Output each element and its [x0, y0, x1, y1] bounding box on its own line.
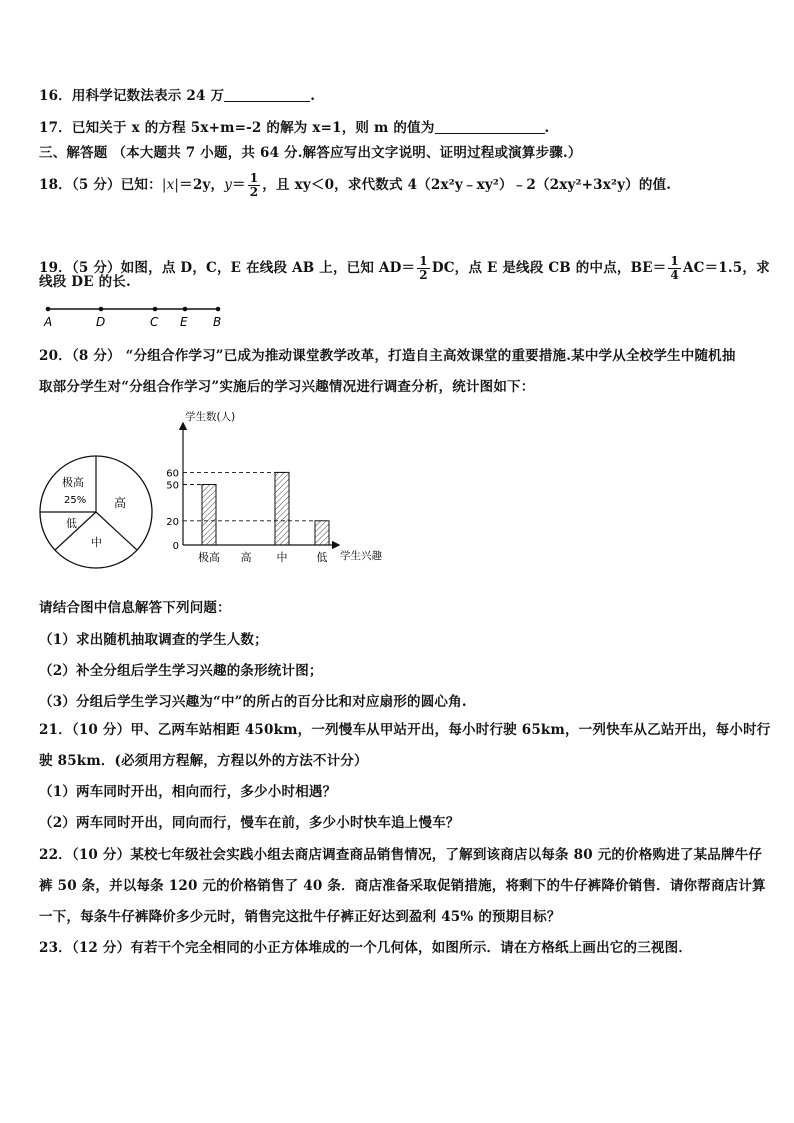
y-axis-label: 学生数(人): [185, 411, 236, 423]
pie-divider-mid: [96, 512, 137, 550]
question-21-sub1: （1）两车同时开出，相向而行，多少小时相遇？: [39, 784, 337, 800]
question-20: 20．（8 分） “分组合作学习”已成为推动课堂教学改革，打造自主高效课堂的重要措施.某中学从全校学生中随机抽: [39, 348, 736, 364]
x-axis-label: 学生兴趣: [340, 550, 382, 562]
label-b: B: [213, 315, 222, 329]
label-c: C: [150, 315, 159, 329]
pie-label-very-high-percent: 25%: [64, 495, 87, 506]
question-20-line2: 取部分学生对“分组合作学习”实施后的学习兴趣情况进行调查分析，统计图如下：: [39, 379, 535, 395]
bar: [202, 485, 216, 546]
y-tick-label: 0: [172, 541, 179, 552]
y-tick-label: 20: [166, 516, 179, 528]
pie-chart: [38, 455, 158, 575]
question-20-sub1: （1）求出随机抽取调查的学生人数；: [39, 632, 268, 648]
bar-chart: [160, 404, 400, 576]
pie-label-low: 低: [66, 517, 77, 530]
x-category-label: 极高: [198, 551, 220, 564]
question-20-sub2: （2）补全分组后学生学习兴趣的条形统计图；: [39, 663, 323, 679]
question-17: 17．已知关于 x 的方程 5x+m=-2 的解为 x=1，则 m 的值为 .: [39, 120, 550, 136]
answer-blank-17[interactable]: [435, 119, 545, 134]
question-21: 21．（10 分）甲、乙两车站相距 450km，一列慢车从甲站开出，每小时行驶 65km，一列快车从乙站开出，每小时行: [39, 722, 771, 738]
section-3-heading: 三、解答题 （本大题共 7 小题，共 64 分.解答应写出文字说明、证明过程或演算步骤.）: [39, 145, 582, 161]
fraction-one-half: $\frac{1}{2}$: [249, 171, 259, 199]
label-d: D: [96, 315, 106, 329]
question-20-sub3: （3）分组后学生学习兴趣为“中”的所占的百分比和对应扇形的圆心角.: [39, 694, 467, 710]
label-e: E: [180, 315, 188, 329]
x-category-label: 中: [276, 551, 288, 564]
bar: [315, 521, 329, 545]
y-tick-label: 60: [166, 468, 179, 480]
point-c: [153, 307, 158, 312]
pie-label-high: 高: [114, 496, 127, 510]
point-a: [46, 307, 51, 312]
question-23: 23．（12 分）有若干个完全相同的小正方体堆成的一个几何体，如图所示．请在方格纸上画出它的三视图．: [39, 940, 693, 956]
question-21-line2: 驶 85km．(必须用方程解，方程以外的方法不计分）: [39, 753, 368, 769]
x-category-label: 低: [316, 551, 328, 564]
question-20-prompt: 请结合图中信息解答下列问题：: [39, 600, 231, 616]
question-19: 19．（5 分）如图，点 D，C，E 在线段 AB 上，已知 AD＝ $\frac{1}{2}$ DC，点 E 是线段 CB 的中点，BE＝ $\frac{1}{4}$ AC＝1.5，求: [39, 254, 770, 282]
answer-blank-16[interactable]: [224, 87, 310, 102]
question-22-line2: 裤 50 条，并以每条 120 元的价格销售了 40 条．商店准备采取促销措施，将剩下的牛仔裤降价销售．请你帮商店计算: [39, 878, 766, 894]
label-a: A: [44, 315, 53, 329]
question-16: 16．用科学记数法表示 24 万 .: [39, 88, 316, 104]
question-19-line2: 线段 DE 的长.: [39, 274, 131, 290]
pie-label-mid: 中: [91, 536, 102, 549]
fraction-one-half: $\frac{1}{2}$: [419, 254, 428, 282]
bar: [275, 472, 289, 545]
point-e: [183, 307, 188, 312]
point-b: [216, 307, 221, 312]
question-18: 18．（5 分）已知：|x|＝2y，y＝ $\frac{1}{2}$ ，且 xy＜0，求代数式 4（2x²y﹣xy²）﹣2（2xy²+3x²y）的值.: [39, 171, 672, 199]
question-21-sub2: （2）两车同时开出，同向而行，慢车在前，多少小时快车追上慢车？: [39, 815, 460, 831]
y-tick-label: 50: [166, 480, 179, 492]
question-22: 22．（10 分）某校七年级社会实践小组去商店调查商品销售情况，了解到该商店以每条 80 元的价格购进了某品牌牛仔: [39, 847, 763, 863]
segment-diagram: [38, 300, 238, 332]
pie-label-very-high: 极高: [62, 476, 84, 489]
point-d: [99, 307, 104, 312]
x-category-label: 高: [240, 551, 252, 564]
question-22-line3: 一下，每条牛仔裤降价多少元时，销售完这批牛仔裤正好达到盈利 45% 的预期目标？: [39, 909, 561, 925]
fraction-one-quarter: $\frac{1}{4}$: [670, 254, 679, 282]
